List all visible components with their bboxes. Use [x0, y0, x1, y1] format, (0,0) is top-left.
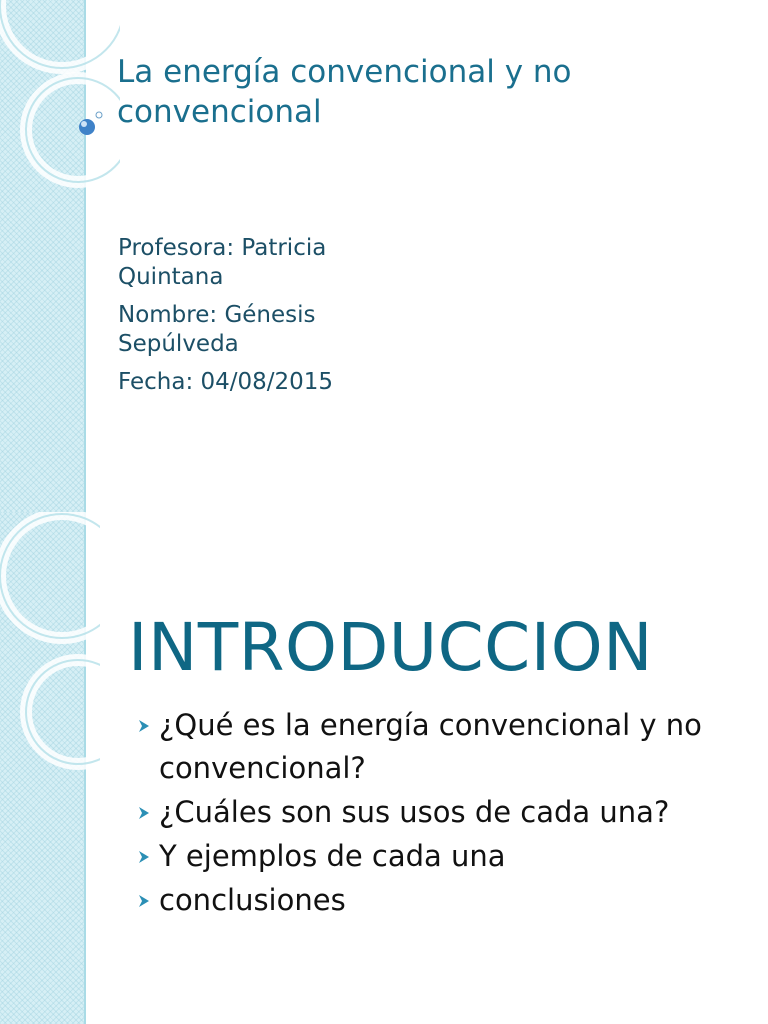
- list-item: [135, 835, 755, 878]
- slide-title: La energía convencional y no convencional: [117, 54, 572, 130]
- arrow-bullet-icon: [135, 847, 155, 867]
- list-item: [135, 879, 755, 922]
- arrow-bullet-icon: [135, 891, 155, 911]
- decorative-circles: [0, 0, 120, 220]
- arrow-bullet-icon: [135, 716, 155, 736]
- sphere-ornament-icon: [79, 119, 95, 135]
- bullet-text: conclusiones: [159, 883, 346, 917]
- bullet-text: ¿Qué es la energía convencional y no convencional?: [159, 708, 702, 785]
- list-item: [135, 704, 755, 790]
- bullet-text: ¿Cuáles son sus usos de cada una?: [159, 795, 670, 829]
- slide-heading: INTRODUCCION: [128, 609, 654, 686]
- bullet-list: [135, 704, 755, 923]
- teacher-line: Profesora: Patricia Quintana: [118, 235, 327, 290]
- list-item: [135, 791, 755, 834]
- date-line: Fecha: 04/08/2015: [118, 369, 334, 395]
- decorative-circles: [0, 512, 100, 772]
- arrow-bullet-icon: [135, 803, 155, 823]
- bullet-text: Y ejemplos de cada una: [159, 839, 506, 873]
- introduction-slide: [0, 512, 768, 1024]
- student-name-line: Nombre: Génesis Sepúlveda: [118, 302, 316, 357]
- subtitle-block: [118, 234, 418, 406]
